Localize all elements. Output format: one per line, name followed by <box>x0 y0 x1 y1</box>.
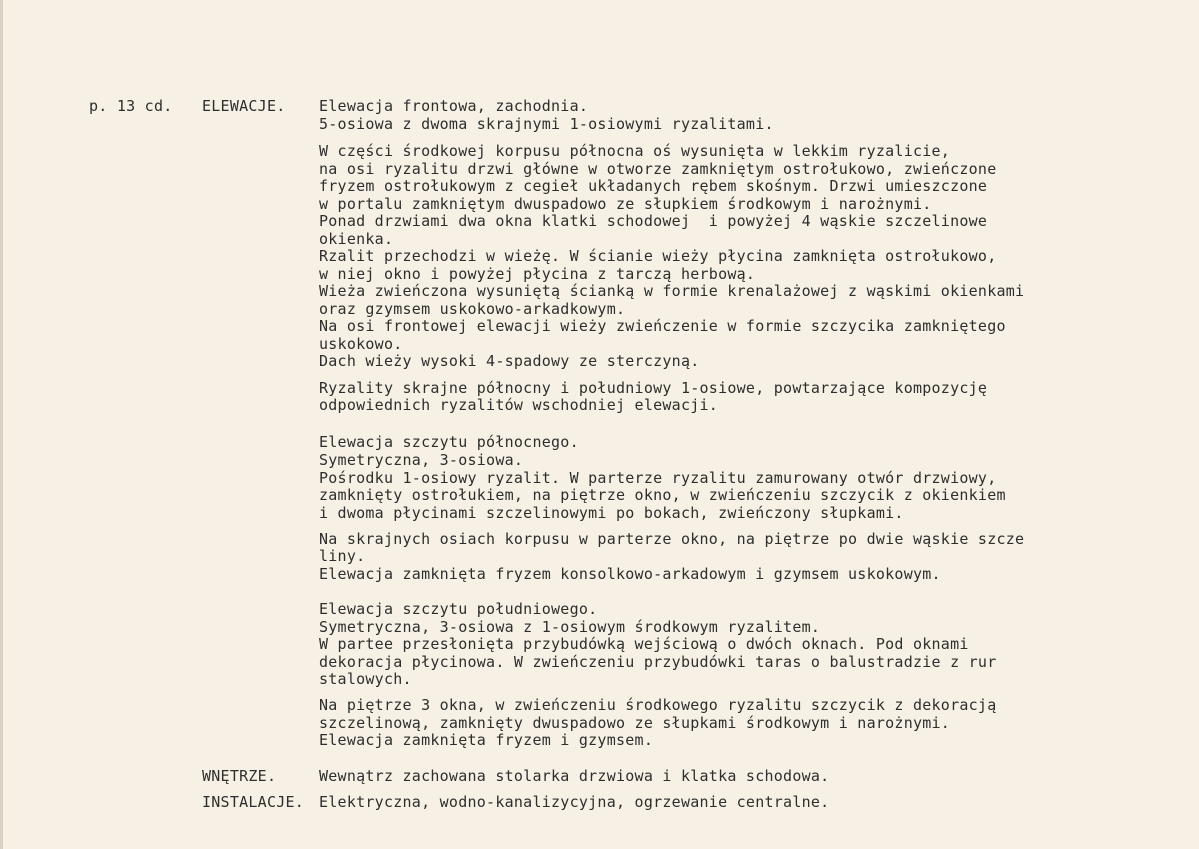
text-line: i dwoma płycinami szczelinowymi po bokach, zwieńczony słupkami. <box>319 504 904 522</box>
text-line: Elewacja frontowa, zachodnia. <box>319 97 589 115</box>
text-line: stalowych. <box>319 670 412 688</box>
text-line: Elewacja zamknięta fryzem konsolkowo-arkadowym i gzymsem uskokowym. <box>319 565 941 583</box>
text-line: na osi ryzalitu drzwi główne w otworze zamkniętym ostrołukowo, zwieńczone <box>319 160 997 178</box>
text-line: Elewacja szczytu południowego. <box>319 600 598 618</box>
text-line: oraz gzymsem uskokowo-arkadkowym. <box>319 300 626 318</box>
text-line: Wieża zwieńczona wysuniętą ścianką w formie krenalażowej z wąskimi okienkami <box>319 282 1025 300</box>
text-line: w portalu zamkniętym dwuspadowo ze słupkiem środkowym i narożnymi. <box>319 195 932 213</box>
text-line: Pośrodku 1-osiowy ryzalit. W parterze ryzalitu zamurowany otwór drzwiowy, <box>319 469 997 487</box>
text-line: Ponad drzwiami dwa okna klatki schodowej i powyżej 4 wąskie szczelinowe <box>319 212 988 230</box>
text-line: liny. <box>319 547 366 565</box>
text-line: w niej okno i powyżej płycina z tarczą herbową. <box>319 265 756 283</box>
section-heading-elewacje: ELEWACJE. <box>202 97 286 115</box>
text-line: szczelinową, zamknięty dwuspadowo ze słupkami środkowym i narożnymi. <box>319 714 951 732</box>
text-line: fryzem ostrołukowym z cegieł układanych rębem skośnym. Drzwi umieszczone <box>319 177 988 195</box>
text-line: Symetryczna, 3-osiowa. <box>319 451 524 469</box>
wnetrze-text: Wewnątrz zachowana stolarka drzwiowa i klatka schodowa. <box>319 767 830 785</box>
text-line: W partee przesłonięta przybudówką wejściową o dwóch oknach. Pod oknami <box>319 635 969 653</box>
text-line: Na piętrze 3 okna, w zwieńczeniu środkowego ryzalitu szczycik z dekoracją <box>319 696 997 714</box>
text-line: odpowiednich ryzalitów wschodniej elewacji. <box>319 396 719 414</box>
text-line: dekoracja płycinowa. W zwieńczeniu przybudówki taras o balustradzie z rur <box>319 653 997 671</box>
text-line: Na skrajnych osiach korpusu w parterze okno, na piętrze po dwie wąskie szcze <box>319 530 1025 548</box>
text-line: 5-osiowa z dwoma skrajnymi 1-osiowymi ryzalitami. <box>319 115 774 133</box>
text-line: Elewacja szczytu północnego. <box>319 433 579 451</box>
text-line: Dach wieży wysoki 4-spadowy ze sterczyną. <box>319 352 700 370</box>
text-line: Rzalit przechodzi w wieżę. W ścianie wieży płycina zamknięta ostrołukowo, <box>319 247 997 265</box>
text-line: okienka. <box>319 230 394 248</box>
text-line: Elewacja zamknięta fryzem i gzymsem. <box>319 731 654 749</box>
section-heading-instalacje: INSTALACJE. <box>202 793 305 811</box>
instalacje-text: Elektryczna, wodno-kanalizycyjna, ogrzewanie centralne. <box>319 793 830 811</box>
page-reference: p. 13 cd. <box>89 97 173 115</box>
text-line: Na osi frontowej elewacji wieży zwieńczenie w formie szczycika zamkniętego <box>319 317 1006 335</box>
text-line: Symetryczna, 3-osiowa z 1-osiowym środkowym ryzalitem. <box>319 618 821 636</box>
section-heading-wnetrze: WNĘTRZE. <box>202 767 277 785</box>
text-line: W części środkowej korpusu północna oś wysunięta w lekkim ryzalicie, <box>319 142 951 160</box>
text-line: zamknięty ostrołukiem, na piętrze okno, w zwieńczeniu szczycik z okienkiem <box>319 486 1006 504</box>
text-line: Ryzality skrajne północny i południowy 1-osiowe, powtarzające kompozycję <box>319 379 988 397</box>
text-line: uskokowo. <box>319 335 403 353</box>
